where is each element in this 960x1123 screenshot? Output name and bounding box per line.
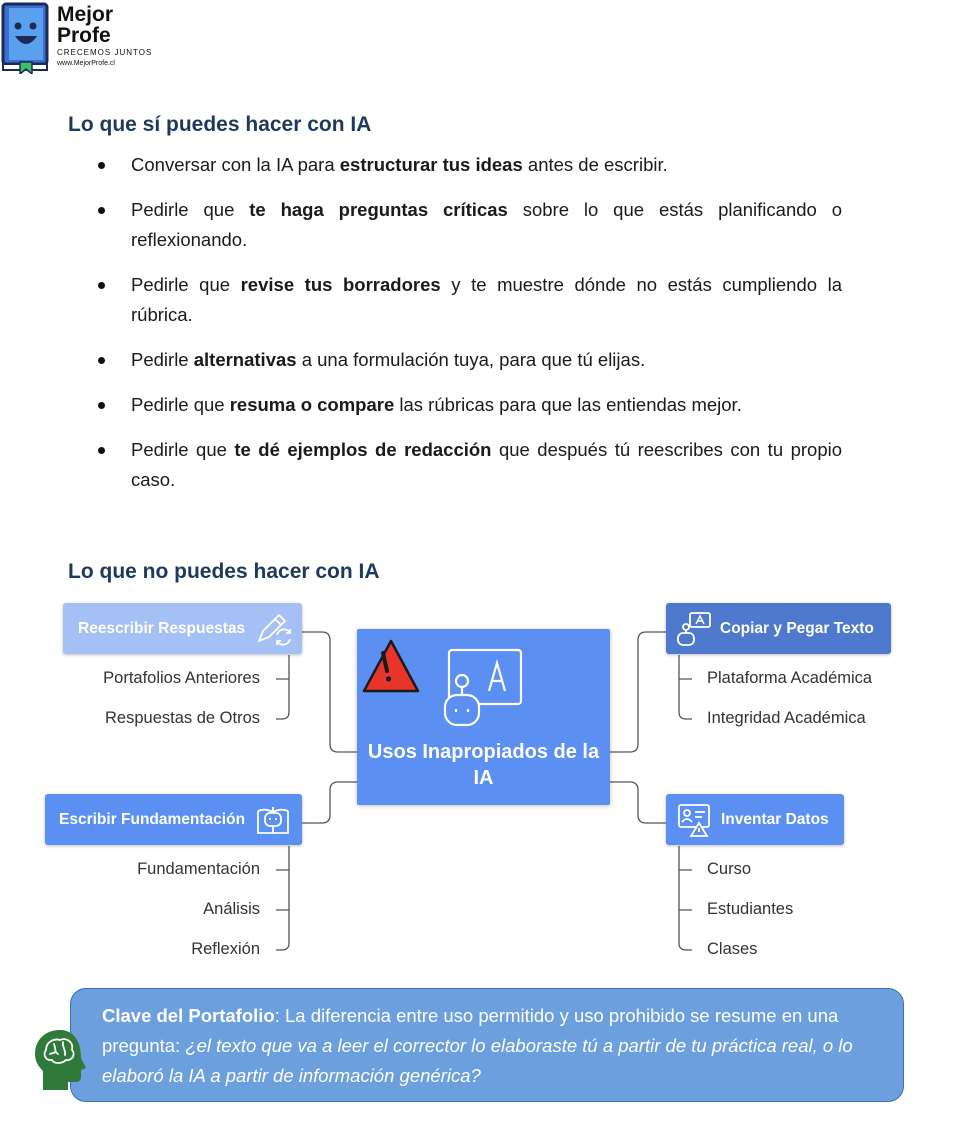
callout-body: : La diferencia entre uso permitido y uso prohibido se resume en una pregunta: <box>102 1005 839 1056</box>
logo-tagline: CRECEMOS JUNTOS <box>57 48 153 57</box>
list-item: Conversar con la IA para estructurar tus ideas antes de escribir. <box>98 150 842 180</box>
leaf-item: Respuestas de Otros <box>105 709 260 727</box>
leaf-item: Plataforma Académica <box>707 669 873 687</box>
list-item: Pedirle que te dé ejemplos de redacción que después tú reescribes con tu propio caso. <box>98 435 842 495</box>
robot-chat-icon <box>676 611 712 647</box>
branch-label: Reescribir Respuestas <box>78 619 246 637</box>
list-item: Pedirle que te haga preguntas críticas sobre lo que estás planificando o reflexionando. <box>98 195 842 255</box>
leaf-item: Análisis <box>203 900 260 918</box>
leaf-item: Curso <box>707 860 752 878</box>
leaf-item: Integridad Académica <box>707 709 866 727</box>
portfolio-key-callout <box>70 988 904 1102</box>
section-title-forbidden: Lo que no puedes hacer con IA <box>68 560 380 583</box>
branch-label: Escribir Fundamentación <box>59 810 246 828</box>
branch-rewrite-answers <box>63 603 302 654</box>
callout-question: ¿el texto que va a leer el corrector lo elaboraste tú a partir de tu práctica real, o lo elaboró la IA a partir de información genérica? <box>102 1035 853 1086</box>
list-item: Pedirle que resuma o compare las rúbricas para que las entiendas mejor. <box>98 390 842 420</box>
branch-invent-data <box>666 794 844 845</box>
branch-label: Inventar Datos <box>721 810 829 828</box>
list-item: Pedirle alternativas a una formulación tuya, para que tú elijas. <box>98 345 842 375</box>
robot-document-icon <box>255 803 291 837</box>
leaf-item: Portafolios Anteriores <box>103 669 260 687</box>
logo-line1: Mejor <box>57 3 114 26</box>
leaf-item: Estudiantes <box>707 900 794 918</box>
pencil-refresh-icon <box>255 611 293 647</box>
brain-head-icon <box>32 1028 88 1092</box>
center-title: Usos Inapropiados de la IA <box>367 741 600 789</box>
section-title-allowed: Lo que sí puedes hacer con IA <box>68 113 372 136</box>
leaf-item: Fundamentación <box>137 860 260 878</box>
list-item: Pedirle que revise tus borradores y te muestre dónde no estás cumpliendo la rúbrica. <box>98 270 842 330</box>
branch-copy-paste <box>666 603 891 654</box>
ai-robot-icon <box>439 647 539 729</box>
warning-icon <box>360 637 422 697</box>
branch-label: Copiar y Pegar Texto <box>720 619 874 637</box>
callout-bold: Clave del Portafolio <box>102 1005 275 1026</box>
callout-text <box>102 1001 887 1091</box>
logo-url: www.MejorProfe.cl <box>57 60 115 67</box>
branch-write-rationale <box>45 794 302 845</box>
logo-line2: Profe <box>57 24 111 47</box>
leaf-item: Clases <box>707 940 758 958</box>
leaf-item: Reflexión <box>191 940 260 958</box>
id-card-warning-icon <box>677 803 711 837</box>
